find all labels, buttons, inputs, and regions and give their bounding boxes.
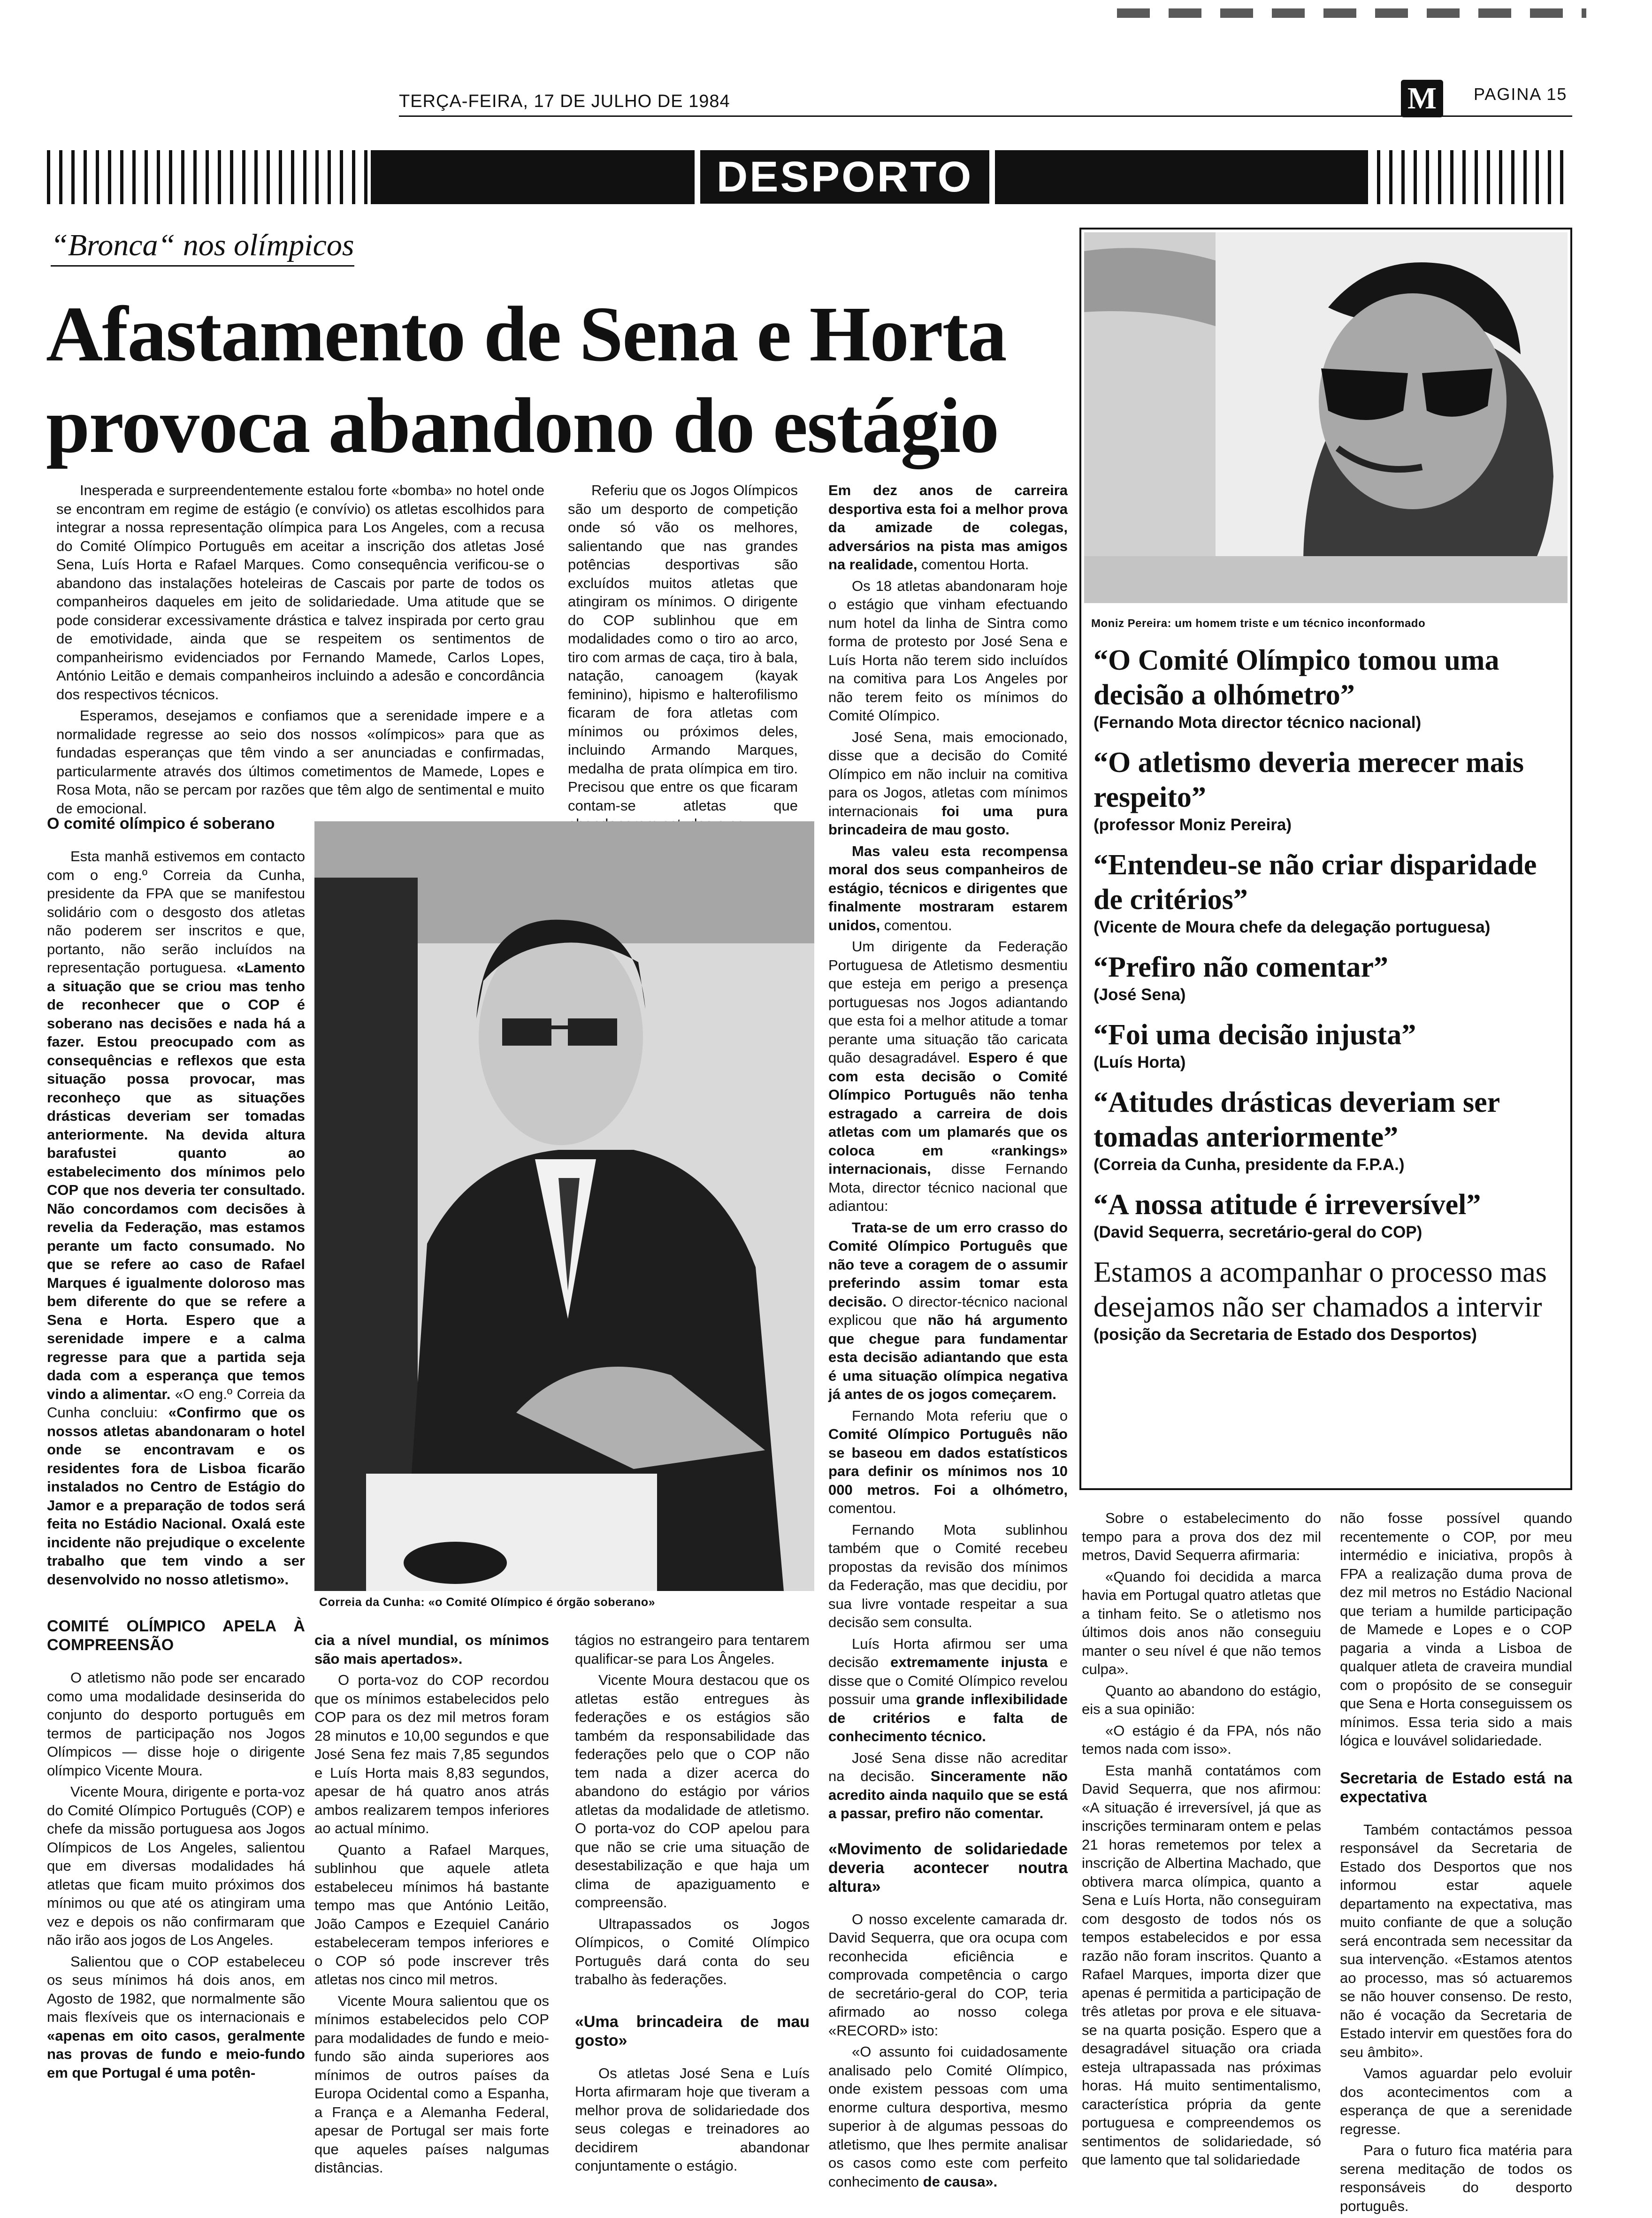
column-5: [1082, 1509, 1321, 2172]
paragraph: Fernando Mota sublinhou também que o Comité recebeu propostas da revisão dos mínimos da Federação, mas que decidiu, por sua livre vontade respeitar a sua decisão sem consulta.: [828, 1521, 1068, 1630]
subheading: «Uma brincadeira de mau gosto»: [575, 2012, 810, 2050]
article-kicker: “Bronca“ nos olímpicos: [51, 228, 354, 267]
dateline: TERÇA-FEIRA, 17 DE JULHO DE 1984: [399, 92, 730, 111]
paragraph: Ultrapassados os Jogos Olímpicos, o Comité Olímpico Português dará conta do seu trabalho às federações.: [575, 1915, 810, 1988]
paragraph: Vicente Moura, dirigente e porta-voz do Comité Olímpico Português (COP) e chefe da missão portuguesa aos Jogos Olímpicos de Los Angeles, salientou que em diversas modalidades há atletas que ficam muito próximos dos mínimos ou que até os atingiram uma vez e depois os não confirmaram que não irão aos jogos de Los Angeles.: [47, 1783, 305, 1948]
paragraph: Vicente Moura salientou que os mínimos estabelecidos pelo COP para modalidades de fundo e meio-fundo são ainda superiores aos mínimos de outros países da Europa Ocidental como a Espanha, a França e a Alemanha Federal, apesar de Portugal ser mais forte que aqueles países nalgumas distâncias.: [314, 1992, 549, 2176]
quotes-list: [1094, 643, 1563, 1357]
column-4: Em dez anos de carreira desportiva esta foi a melhor prova da amizade de colegas, adversários na pista mas amigos na realidade, comentou Horta. Os 18 atletas abandonaram hoje o estágio que vinham efectuando num hotel da linha de Sintra como forma de protesto por José Sena e Luís Horta não terem sido incluídos na comitiva para Los Angeles por não terem feito os mínimos do Comité Olímpico. José Sena, mais emocionado, disse que a decisão do Comité Olímpico em não incluir na comitiva para os Jogos, atletas com mínimos internacionais foi uma pura brincadeira de mau gosto. Mas valeu esta recompensa moral dos seus companheiros de estágio, técnicos e dirigentes que finalmente mostraram estarem unidos, comentou. Um dirigente da Federação Portuguesa de Atletismo desmentiu que esteja em perigo a presença portuguesas nos Jogos adiantando que esta foi a melhor atitude a tomar perante uma situação tão caricata quão desagradável. Espero é que com esta decisão o Comité Olímpico Português não tenha estragado a carreira de dois atletas com um plamarés que os coloca em «rankings» internacionais, disse Fernando Mota, director técnico nacional que adiantou: Trata-se de um erro crasso do Comité Olímpico Português que não teve a coragem de o assumir preferindo assim tomar esta decisão. O director-técnico nacional explicou que não há argumento que chegue para fundamentar esta decisão adiantando que esta é uma situação olímpica negativa já antes de os jogos começarem. Fernando Mota referiu que o Comité Olímpico Português não se baseou em dados estatísticos para definir os mínimos nos 10 000 metros. Foi a olhómetro, comentou. Fernando Mota sublinhou também que o Comité recebeu propostas da revisão dos mínimos da Federação, mas que decidiu, por sua livre vontade respeitar a sua decisão sem consulta. Luís Horta afirmou ser uma decisão extremamente injusta e disse que o Comité Olímpico revelou possuir uma grande inflexibilidade de critérios e falta de conhecimento técnico. José Sena disse não acreditar na decisão. Sinceramente não acredito ainda naquilo que se está a passar, prefiro não comentar. «Movimento de solidariedade deveria acontecer noutra altura» O nosso excelente camarada dr. David Sequerra, que ora ocupa com reconhecida eficiência e comprovada competência o cargo de secretário-geral do COP, teria afirmado ao nosso colega «RECORD» isto: «O assunto foi cuidadosamente analisado pelo Comité Olímpico, onde existem pessoas com uma enorme cultura desportiva, mesmo superior à de algumas pessoas do atletismo, que lhes permite analisar os casos como este com perfeito conhecimento de causa».: [828, 482, 1068, 2190]
column-1: O comité olímpico é soberano Esta manhã estivemos em contacto com o eng.º Correia da Cunha, presidente da FPA que se manifestou solidário com o desgosto dos atletas não poderem ser inscritos e que, portanto, não serão incluídos na representação portuguesa. «Lamento a situação que se criou mas tenho de reconhecer que o COP é soberano nas decisões e nada há a fazer. Estou preocupado com as consequências e reflexos que esta situação possa provocar, mas reconheço que as situações drásticas deveriam ser tomadas anteriormente. Na devida altura barafustei quanto ao estabelecimento dos mínimos pelo COP que nos deveria ter consultado. Não concordamos com decisões à revelia da Federação, mas estamos perante um facto consumado. No que se refere ao caso de Rafael Marques é igualmente doloroso mas bem diferente do que se refere a Sena e Horta. Espero que a serenidade impere e a calma regresse para que a partida seja dada com a esperança que temos vindo a alimentar. «O eng.º Correia da Cunha concluiu: «Confirmo que os nossos atletas abandonaram o hotel onde se encontravam e os residentes fora de Lisboa ficarão instalados no Centro de Estágio do Jamor e a preparação de todos será feita no Estádio Nacional. Oxalá este incidente não prejudique o excelente trabalho que tem vindo a ser desenvolvido no nosso atletismo». COMITÉ OLÍMPICO APELA À COMPREENSÃO O atletismo não pode ser encarado como uma modalidade desinserida do conjunto do desporto português em termos de participação nos Jogos Olímpicos — disse hoje o dirigente olímpico Vicente Moura. Vicente Moura, dirigente e porta-voz do Comité Olímpico Português (COP) e chefe da missão portuguesa aos Jogos Olímpicos de Los Angeles, salientou que em diversas modalidades há atletas que ficam muito próximos dos mínimos ou que até os atingiram uma vez e depois os não confirmaram que não irão aos jogos de Los Angeles. Salientou que o COP estabeleceu os seus mínimos há dois anos, em Agosto de 1982, que normalmente são mais flexíveis que os internacionais e «apenas em oito casos, geralmente nas provas de fundo e meio-fundo em que Portugal é uma potên-: [47, 815, 305, 2081]
article-lead: [56, 481, 544, 820]
subheading: Secretaria de Estado está na expectativa: [1340, 1769, 1572, 1806]
paragraph: Sobre o estabelecimento do tempo para a prova dos dez mil metros, David Sequerra afirmaria:: [1082, 1510, 1321, 1563]
paragraph: tágios no estrangeiro para tentarem qualificar-se para Los Ângeles.: [575, 1632, 810, 1667]
quote-item: Estamos a acompanhar o processo mas desejamos não ser chamados a intervir (posição da Secretaria de Estado dos Desportos): [1094, 1256, 1547, 1344]
page-number: PAGINA 15: [1474, 84, 1568, 104]
quote-item: “Foi uma decisão injusta” (Luís Horta): [1094, 1019, 1416, 1071]
photo-caption: Moniz Pereira: um homem triste e um técnico inconformado: [1091, 617, 1426, 630]
subheading: COMITÉ OLÍMPICO APELA À COMPREENSÃO: [47, 1617, 305, 1654]
paragraph: não fosse possível quando recentemente o COP, por meu intermédio e iniciativa, propôs à FPA a realização duma prova de dez mil metros no Estádio Nacional que teriam a humilde participação de Mamede e Lopes e o COP pagaria a vinda a Lisboa de qualquer atleta de craveira mundial com o propósito de se conseguir que Sena e Horta conseguissem os mínimos. Essa teria sido a mais lógica e louvável solidariedade.: [1340, 1510, 1572, 1749]
column-6: [1340, 1509, 1572, 2218]
section-title: DESPORTO: [700, 150, 989, 204]
subheading: «Movimento de solidariedade deveria acontecer noutra altura»: [828, 1840, 1068, 1896]
lead-paragraph: Esperamos, desejamos e confiamos que a serenidade impere e a normalidade regresse ao seio dos nossos «olímpicos» para que as fundadas esperanças que têm vindo a ser anunciadas e confirmadas, particularmente através dos últimos cometimentos de Mamede, Lopes e Rosa Mota, não se percam por razões que têm algo de sentimental e muito de emocional.: [56, 707, 544, 817]
quote-item: “O atletismo deveria merecer mais respeito” (professor Moniz Pereira): [1094, 747, 1524, 834]
paragraph: Quanto a Rafael Marques, sublinhou que aquele atleta estabeleceu mínimos há bastante tempo mas que António Leitão, João Campos e Ezequiel Canário estabeleceram tempos inferiores e o COP só pode inscrever três atletas nos cinco mil metros.: [314, 1841, 549, 1988]
paragraph: Os atletas José Sena e Luís Horta afirmaram hoje que tiveram a melhor prova de solidariedade dos seus colegas e treinadores ao decidirem abandonar conjuntamente o estágio.: [575, 2065, 810, 2174]
column-2: [314, 1631, 549, 2180]
subheading: O comité olímpico é soberano: [47, 815, 275, 833]
newspaper-logo: M: [1401, 80, 1443, 117]
quote-item: “Prefiro não comentar” (José Sena): [1094, 951, 1388, 1004]
quote-item: “Entendeu-se não criar disparidade de critérios” (Vicente de Moura chefe da delegação portuguesa): [1094, 849, 1537, 936]
paragraph: Vamos aguardar pelo evoluir dos acontecimentos com a esperança de que a serenidade regresse.: [1340, 2065, 1572, 2137]
photo-moniz-pereira: [1084, 232, 1568, 603]
paragraph: Esta manhã contatámos com David Sequerra, que nos afirmou: «A situação é irreversível, já que as inscrições terminaram ontem e pelas 21 horas remetemos por telex a inscrição de Albertina Machado, que obtivera marca olímpica, quanto a Sena e Luís Horta, não conseguiram com desgosto de todos nós os tempos estabelecidos e por essa razão não foram inscritos. Quanto a Rafael Marques, importa dizer que apenas é permitida a participação de três atletas por prova e ele situava-se na quarta posição. Espero que a desagradável situação ora criada esteja ultrapassada nas próximas horas. Há muito sentimentalismo, característica própria da gente portuguesa e compreendemos os sentimentos de solidariedade, só que lamento que tal solidariedade: [1082, 1762, 1321, 2168]
paragraph: Vicente Moura destacou que os atletas estão entregues às federações e os estágios são também da responsabilidade das federações pelo que o COP não tem nada a dizer acerca do abandono do estágio por vários atletas da modalidade de atletismo. O porta-voz do COP apelou para que não se crie uma situação de desestabilização e que haja um clima de apaziguamento e compreensão.: [575, 1672, 810, 1911]
paragraph: Os 18 atletas abandonaram hoje o estágio que vinham efectuando num hotel da linha de Sintra como forma de protesto por José Sena e Luís Horta não terem sido incluídos na comitiva para Los Angeles por não terem feito os mínimos do Comité Olímpico.: [828, 577, 1068, 724]
paragraph: «O estágio é da FPA, nós não temos nada com isso».: [1082, 1722, 1321, 1757]
paragraph: O porta-voz do COP recordou que os mínimos estabelecidos pelo COP para os dez mil metros foram 28 minutos e 10,00 segundos e que José Sena fez mais 7,85 segundos e Luís Horta mais 8,83 segundos, apesar de há quatro anos atrás ambos realizarem tempos inferiores ao actual mínimo.: [314, 1672, 549, 1836]
paragraph: cia a nível mundial, os mínimos são mais apertados».: [314, 1632, 549, 1667]
headline-line-1: Afastamento de Sena e Horta: [46, 291, 1006, 378]
photo-caption: Correia da Cunha: «o Comité Olímpico é órgão soberano»: [319, 1596, 656, 1609]
masthead-rule: [399, 115, 1572, 117]
headline-line-2: provoca abandono do estágio: [46, 382, 999, 469]
article-headline: [46, 289, 1055, 472]
column-2-top: [568, 481, 798, 836]
paragraph: «Quando foi decidida a marca havia em Portugal quatro atletas que a tinham feito. Se o atletismo nos últimos dois anos não conseguiu manter o seu nível é que não temos culpa».: [1082, 1568, 1321, 1677]
quote-item: “A nossa atitude é irreversível” (David Sequerra, secretário-geral do COP): [1094, 1189, 1481, 1241]
paragraph: O nosso excelente camarada dr. David Sequerra, que ora ocupa com reconhecida eficiência e comprovada competência o cargo de secretário-geral do COP, teria afirmado ao nosso colega «RECORD» isto:: [828, 1911, 1068, 2039]
paragraph: Para o futuro fica matéria para serena meditação de todos os responsáveis do desporto português.: [1340, 2142, 1572, 2214]
photo-correia-da-cunha: [314, 821, 814, 1591]
column-3: [575, 1631, 810, 2178]
paragraph: Também contactámos pessoa responsável da Secretaria de Estado dos Desportos que nos informou estar aquele departamento na expectativa, mas muito confiante de que a solução será encontrada sem necessitar da sua intervenção. «Estamos atentos ao processo, mas só actuaremos se não houver consenso. De resto, não é vocação da Secretaria de Estado intervir em questões fora do seu âmbito».: [1340, 1821, 1572, 2060]
quote-item: “O Comité Olímpico tomou uma decisão a olhómetro” (Fernando Mota director técnico nacional): [1094, 644, 1499, 732]
lead-paragraph: Inesperada e surpreendentemente estalou forte «bomba» no hotel onde se encontram em regime de estágio (e convívio) os atletas escolhidos para integrar a nossa representação olímpica para Los Angeles, com a recusa do Comité Olímpico Português em aceitar a inscrição dos atletas José Sena, Luís Horta e Rafael Marques. Como consequência verificou-se o abandono das instalações hoteleiras de Cascais por parte de todos os companheiros daqueles em jeito de solidariedade. Uma atitude que se pode considerar excessivamente drástica e talvez inspirada por certo grau de emotividade, ainda que se respeitem os sentimentos de companheirismo evidenciados por Fernando Mamede, Carlos Lopes, António Leitão e demais companheiros incluindo a adesão e concordância dos respectivos técnicos.: [56, 482, 544, 703]
section-banner: [47, 150, 1570, 204]
paragraph: O atletismo não pode ser encarado como uma modalidade desinserida do conjunto do desporto português em termos de participação nos Jogos Olímpicos — disse hoje o dirigente olímpico Vicente Moura.: [47, 1669, 305, 1779]
quote-item: “Atitudes drásticas deveriam ser tomadas anteriormente” (Correia da Cunha, presidente da F.P.A.): [1094, 1086, 1500, 1174]
paragraph: Quanto ao abandono do estágio, eis a sua opinião:: [1082, 1682, 1321, 1717]
paragraph: Referiu que os Jogos Olímpicos são um desporto de competição onde só vão os melhores, salientando que nas grandes potências desportivas são excluídos muitos atletas que atingiram os mínimos. O dirigente do COP sublinhou que em modalidades como o tiro ao arco, tiro com armas de caça, tiro à bala, natação, canoagem (kayak feminino), hipismo e halterofilismo ficaram de fora atletas com mínimos ou próximos deles, incluindo Armando Marques, medalha de prata olímpica em tiro. Precisou que entre os que ficaram contam-se atletas que: [568, 482, 798, 814]
top-edge-marks: [1117, 8, 1586, 18]
